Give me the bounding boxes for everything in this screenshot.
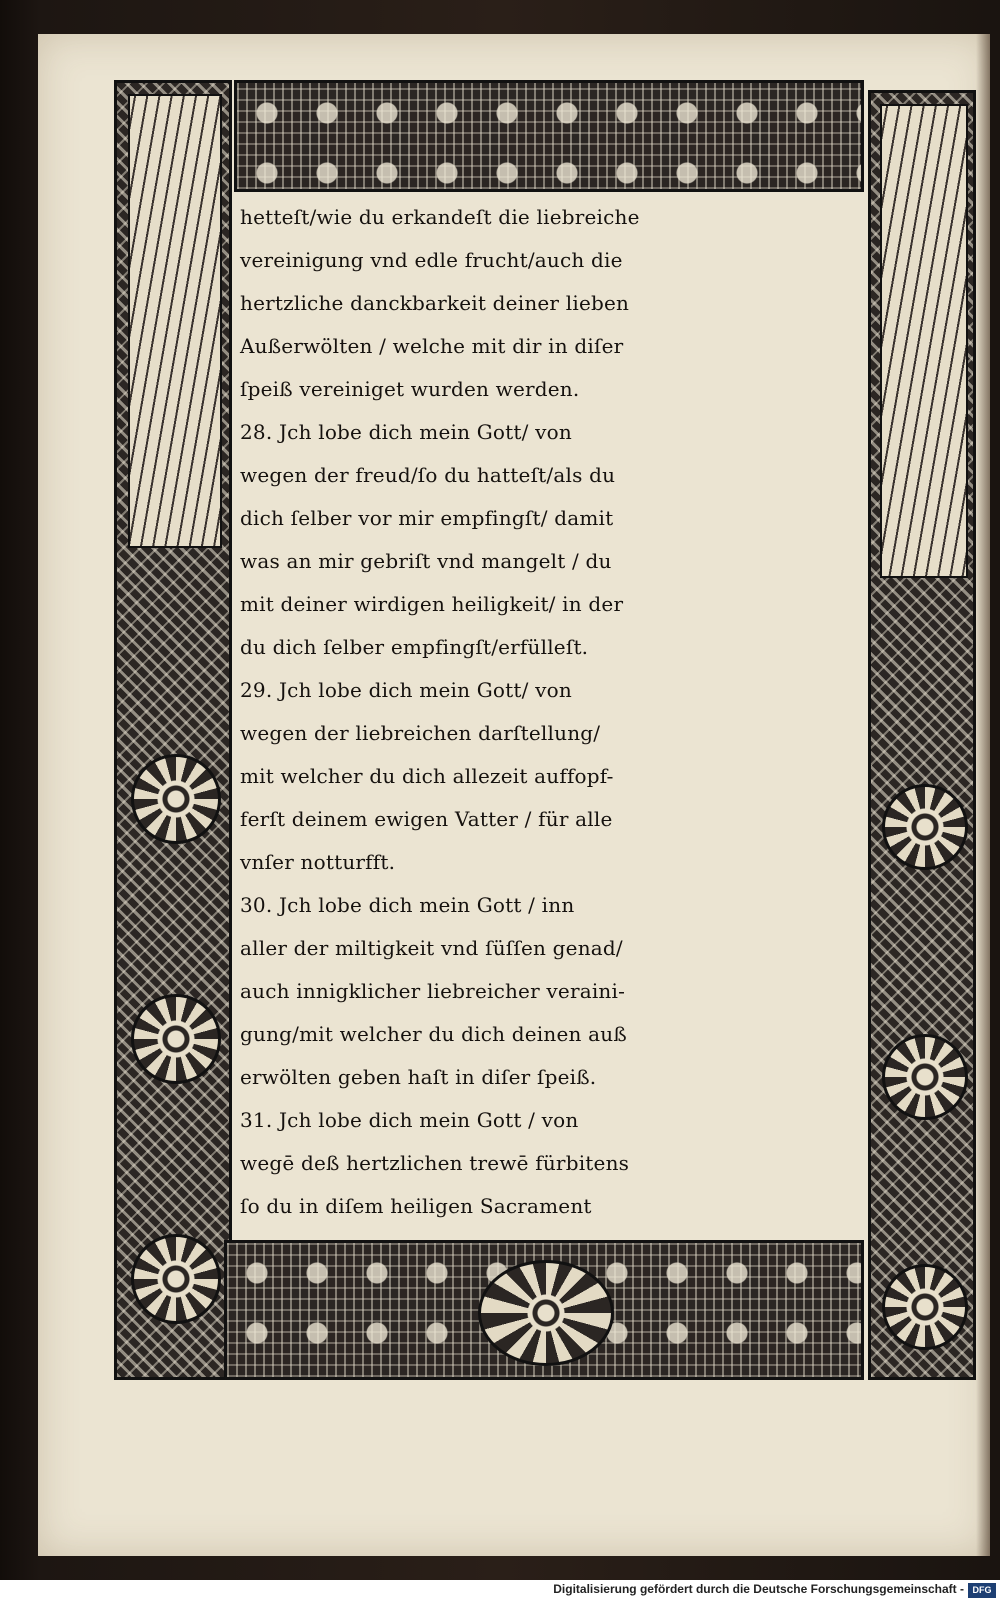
text-line: auch innigklicher liebreicher veraini- — [240, 979, 626, 1003]
text-line: wegē deß hertzlichen trewē fürbitens — [240, 1151, 630, 1175]
border-top-woodcut — [234, 80, 864, 192]
text-line: ferſt deinem ewigen Vatter / für alle — [240, 807, 613, 831]
right-medallion-1 — [882, 784, 968, 870]
bottom-medallion — [478, 1260, 614, 1366]
text-block — [240, 196, 855, 1236]
text-line: du dich ſelber empfingſt/erfülleſt. — [240, 635, 589, 659]
left-medallion-2 — [131, 994, 221, 1084]
text-line: 29. Jch lobe dich mein Gott/ von — [240, 678, 572, 702]
left-medallion-3 — [131, 1234, 221, 1324]
saint-figure-left — [128, 94, 222, 548]
text-line: erwölten geben haſt in diſer ſpeiß. — [240, 1065, 597, 1089]
text-line: 30. Jch lobe dich mein Gott / inn — [240, 893, 575, 917]
text-line: 31. Jch lobe dich mein Gott / von — [240, 1108, 579, 1132]
text-line: gung/mit welcher du dich deinen auß — [240, 1022, 627, 1046]
text-line: Außerwölten / welche mit dir in diſer — [240, 334, 624, 358]
text-line: vereinigung vnd edle frucht/auch die — [240, 248, 623, 272]
text-line: ſo du in diſem heiligen Sacrament — [240, 1194, 592, 1218]
dfg-logo: DFG — [968, 1583, 996, 1598]
text-line: was an mir gebriſt vnd mangelt / du — [240, 549, 612, 573]
text-line: aller der miltigkeit vnd ſüſſen genad/ — [240, 936, 623, 960]
text-line: 28. Jch lobe dich mein Gott/ von — [240, 420, 572, 444]
text-line: mit deiner wirdigen heiligkeit/ in der — [240, 592, 624, 616]
text-line: hetteſt/wie du erkandeſt die liebreiche — [240, 205, 640, 229]
saint-figure-right — [880, 104, 968, 578]
left-medallion-1 — [131, 754, 221, 844]
text-line: mit welcher du dich allezeit auffopf- — [240, 764, 614, 788]
right-medallion-3 — [882, 1264, 968, 1350]
right-medallion-2 — [882, 1034, 968, 1120]
text-line: wegen der freud/ſo du hatteſt/als du — [240, 463, 616, 487]
text-line: vnſer notturfft. — [240, 850, 396, 874]
text-line: ſpeiß vereiniget wurden werden. — [240, 377, 580, 401]
text-line: wegen der liebreichen darſtellung/ — [240, 721, 601, 745]
digitization-credit: Digitalisierung gefördert durch die Deutsche Forschungsgemeinschaft - — [553, 1582, 964, 1596]
footer-bar — [0, 1580, 1000, 1602]
text-line: hertzliche danckbarkeit deiner lieben — [240, 291, 630, 315]
text-line: dich ſelber vor mir empfingſt/ damit — [240, 506, 614, 530]
